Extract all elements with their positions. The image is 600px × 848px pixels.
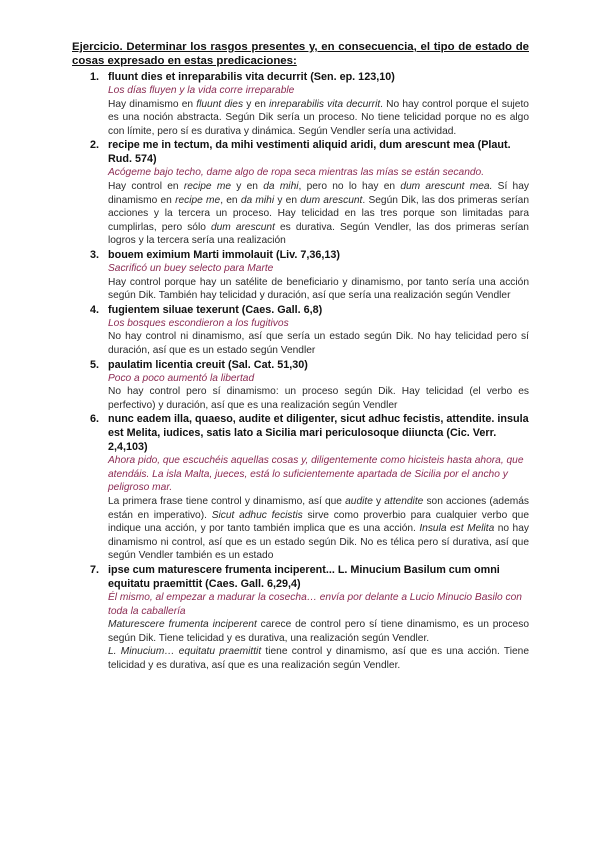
latin-term: audite [345, 496, 373, 508]
analysis-text: Hay control porque hay un satélite de beneficiario y dinamismo, por tanto sería una acción según Dik. También hay telicidad y duración, así que sería una realización según Vendler [108, 276, 529, 302]
analysis-text: , pero no lo hay en [298, 180, 401, 192]
spanish-translation: Él mismo, al empezar a madurar la cosecha… envía por delante a Lucio Minucio Basilo con toda la caballería [108, 592, 522, 617]
exercise-item [72, 248, 529, 303]
latin-term: da mihi [240, 194, 275, 206]
exercise-item [72, 358, 529, 413]
analysis-text: Sí hay dinamismo en [108, 180, 529, 206]
spanish-translation: Los bosques escondieron a los fugitivos [108, 317, 289, 329]
exercise-list [72, 70, 529, 673]
analysis-paragraph [108, 276, 529, 303]
exercise-heading: Ejercicio. Determinar los rasgos presentes y, en consecuencia, el tipo de estado de cosas expresado en estas predicaciones: [72, 41, 529, 67]
latin-term: da mihi [263, 180, 299, 192]
item-number: 1. [90, 71, 100, 83]
analysis-text: y en [243, 98, 270, 110]
latin-term: L. Minucium… equitatu praemittit [108, 646, 262, 658]
analysis-text: carece de control pero sí tiene dinamismo, es un proceso según Dik. Tiene telicidad y es durativa, una realización según Vendler. [108, 619, 529, 644]
latin-term: dum arescunt mea. [400, 180, 493, 192]
latin-term: Maturescere frumenta inciperent [108, 619, 257, 631]
latin-sentence: nunc eadem illa, quaeso, audite et diligenter, sicut adhuc fecistis, attendite. insula est Melita, iudices, satis lato a Sicilia mari periculosoque diiuncta (Cic. Verr. 2,4,103) [108, 413, 529, 454]
latin-term: recipe me [183, 180, 231, 192]
spanish-translation: Acógeme bajo techo, dame algo de ropa seca mientras las mías se están secando. [108, 167, 485, 179]
latin-term: Insula est Melita [419, 523, 495, 535]
analysis-text: No hay control pero sí dinamismo: un proceso según Dik. Hay telicidad (el verbo es perfectivo) y duración, así que es una realización según Vendler [108, 386, 529, 411]
item-number: 5. [90, 358, 100, 371]
analysis-text: tiene control y dinamismo, así que es una acción. Tiene telicidad y es durativa, así que es una realización según Vendler. [108, 646, 529, 671]
latin-term: fluunt dies [196, 98, 244, 110]
spanish-translation: Los días fluyen y la vida corre irreparable [108, 85, 295, 96]
analysis-text: y [372, 496, 385, 508]
analysis-text: No hay control ni dinamismo, así que sería un estado según Dik. No hay telicidad pero sí duración, así que es un estado según Vendler [108, 331, 529, 356]
item-number: 6. [90, 413, 100, 426]
latin-sentence: fugientem siluae texerunt (Caes. Gall. 6,8) [108, 303, 323, 316]
analysis-paragraph [108, 98, 529, 139]
analysis-text: La primera frase tiene control y dinamismo, así que [108, 496, 346, 508]
analysis-paragraph [108, 385, 529, 412]
analysis-text: es durativa. Según Vendler, las dos primeras serían logros y la tercera sería una realización [108, 221, 529, 247]
document-page [72, 40, 529, 673]
latin-sentence: ipse cum maturescere frumenta inciperent... L. Minucium Basilum cum omni equitatu praemittit (Caes. Gall. 6,29,4) [108, 564, 500, 591]
latin-sentence: recipe me in tectum, da mihi vestimenti aliquid aridi, dum arescunt mea (Plaut. Rud. 574) [108, 139, 511, 166]
spanish-translation: Poco a poco aumentó la libertad [108, 372, 255, 384]
analysis-text: y en [274, 194, 301, 206]
latin-term: attendite [384, 496, 424, 508]
analysis-paragraph [108, 495, 529, 563]
item-number: 4. [90, 303, 100, 316]
item-number: 3. [90, 248, 100, 261]
latin-term: dum arescunt [210, 221, 275, 233]
exercise-item [72, 138, 529, 248]
exercise-item [72, 412, 529, 563]
analysis-text: y en [231, 180, 264, 192]
spanish-translation: Ahora pido, que escuchéis aquellas cosas y, diligentemente como hicisteis hasta ahora, que atendáis. La isla Malta, jueces, está lo suficientemente apartada de Sicilia por el ancho y peligroso mar. [108, 455, 524, 494]
analysis-paragraph [108, 645, 529, 672]
latin-sentence: bouem eximium Marti immolauit (Liv. 7,36,13) [108, 248, 340, 261]
analysis-text: . Según Dik, las dos primeras serían acciones y la tercera un proceso. Hay telicidad en las tres porque son limitadas para cumplirlas, pero sólo [108, 194, 530, 233]
analysis-text: Hay control en [108, 180, 184, 192]
latin-sentence: paulatim licentia creuit (Sal. Cat. 51,30) [108, 358, 308, 371]
latin-term: recipe me [175, 194, 221, 206]
latin-term: inreparabilis vita decurrit [269, 98, 381, 110]
latin-term: Sicut adhuc fecistis [211, 509, 303, 521]
analysis-paragraph [108, 618, 529, 645]
exercise-item [72, 563, 529, 673]
analysis-text: Hay dinamismo en [108, 98, 197, 110]
analysis-paragraph [108, 330, 529, 357]
exercise-item [72, 70, 529, 138]
analysis-text: sirve como proverbio para cualquier verbo que indique una acción, y por tanto también implica que es una acción. [108, 509, 529, 535]
analysis-paragraph [108, 180, 529, 248]
item-number: 2. [90, 139, 100, 152]
analysis-text: . No hay control porque el sujeto es una noción abstracta. Según Dik sería un proceso. No tiene telicidad porque no es algo con límite, pero sí es durativa y dinámica. Según Vendler sería una actividad. [108, 98, 529, 137]
exercise-item [72, 303, 529, 358]
analysis-text: son acciones (además están en imperativo). [108, 496, 529, 521]
latin-sentence: fluunt dies et inreparabilis vita decurrit (Sen. ep. 123,10) [108, 71, 395, 83]
item-number: 7. [90, 564, 100, 577]
analysis-text: , en [220, 194, 241, 206]
spanish-translation: Sacrificó un buey selecto para Marte [108, 262, 274, 274]
latin-term: dum arescunt [300, 194, 363, 206]
analysis-text: no hay dinamismo ni control, así que es un estado según Dik. No es télica pero sí durativa, así que según Vendler también es un estado [108, 523, 529, 562]
